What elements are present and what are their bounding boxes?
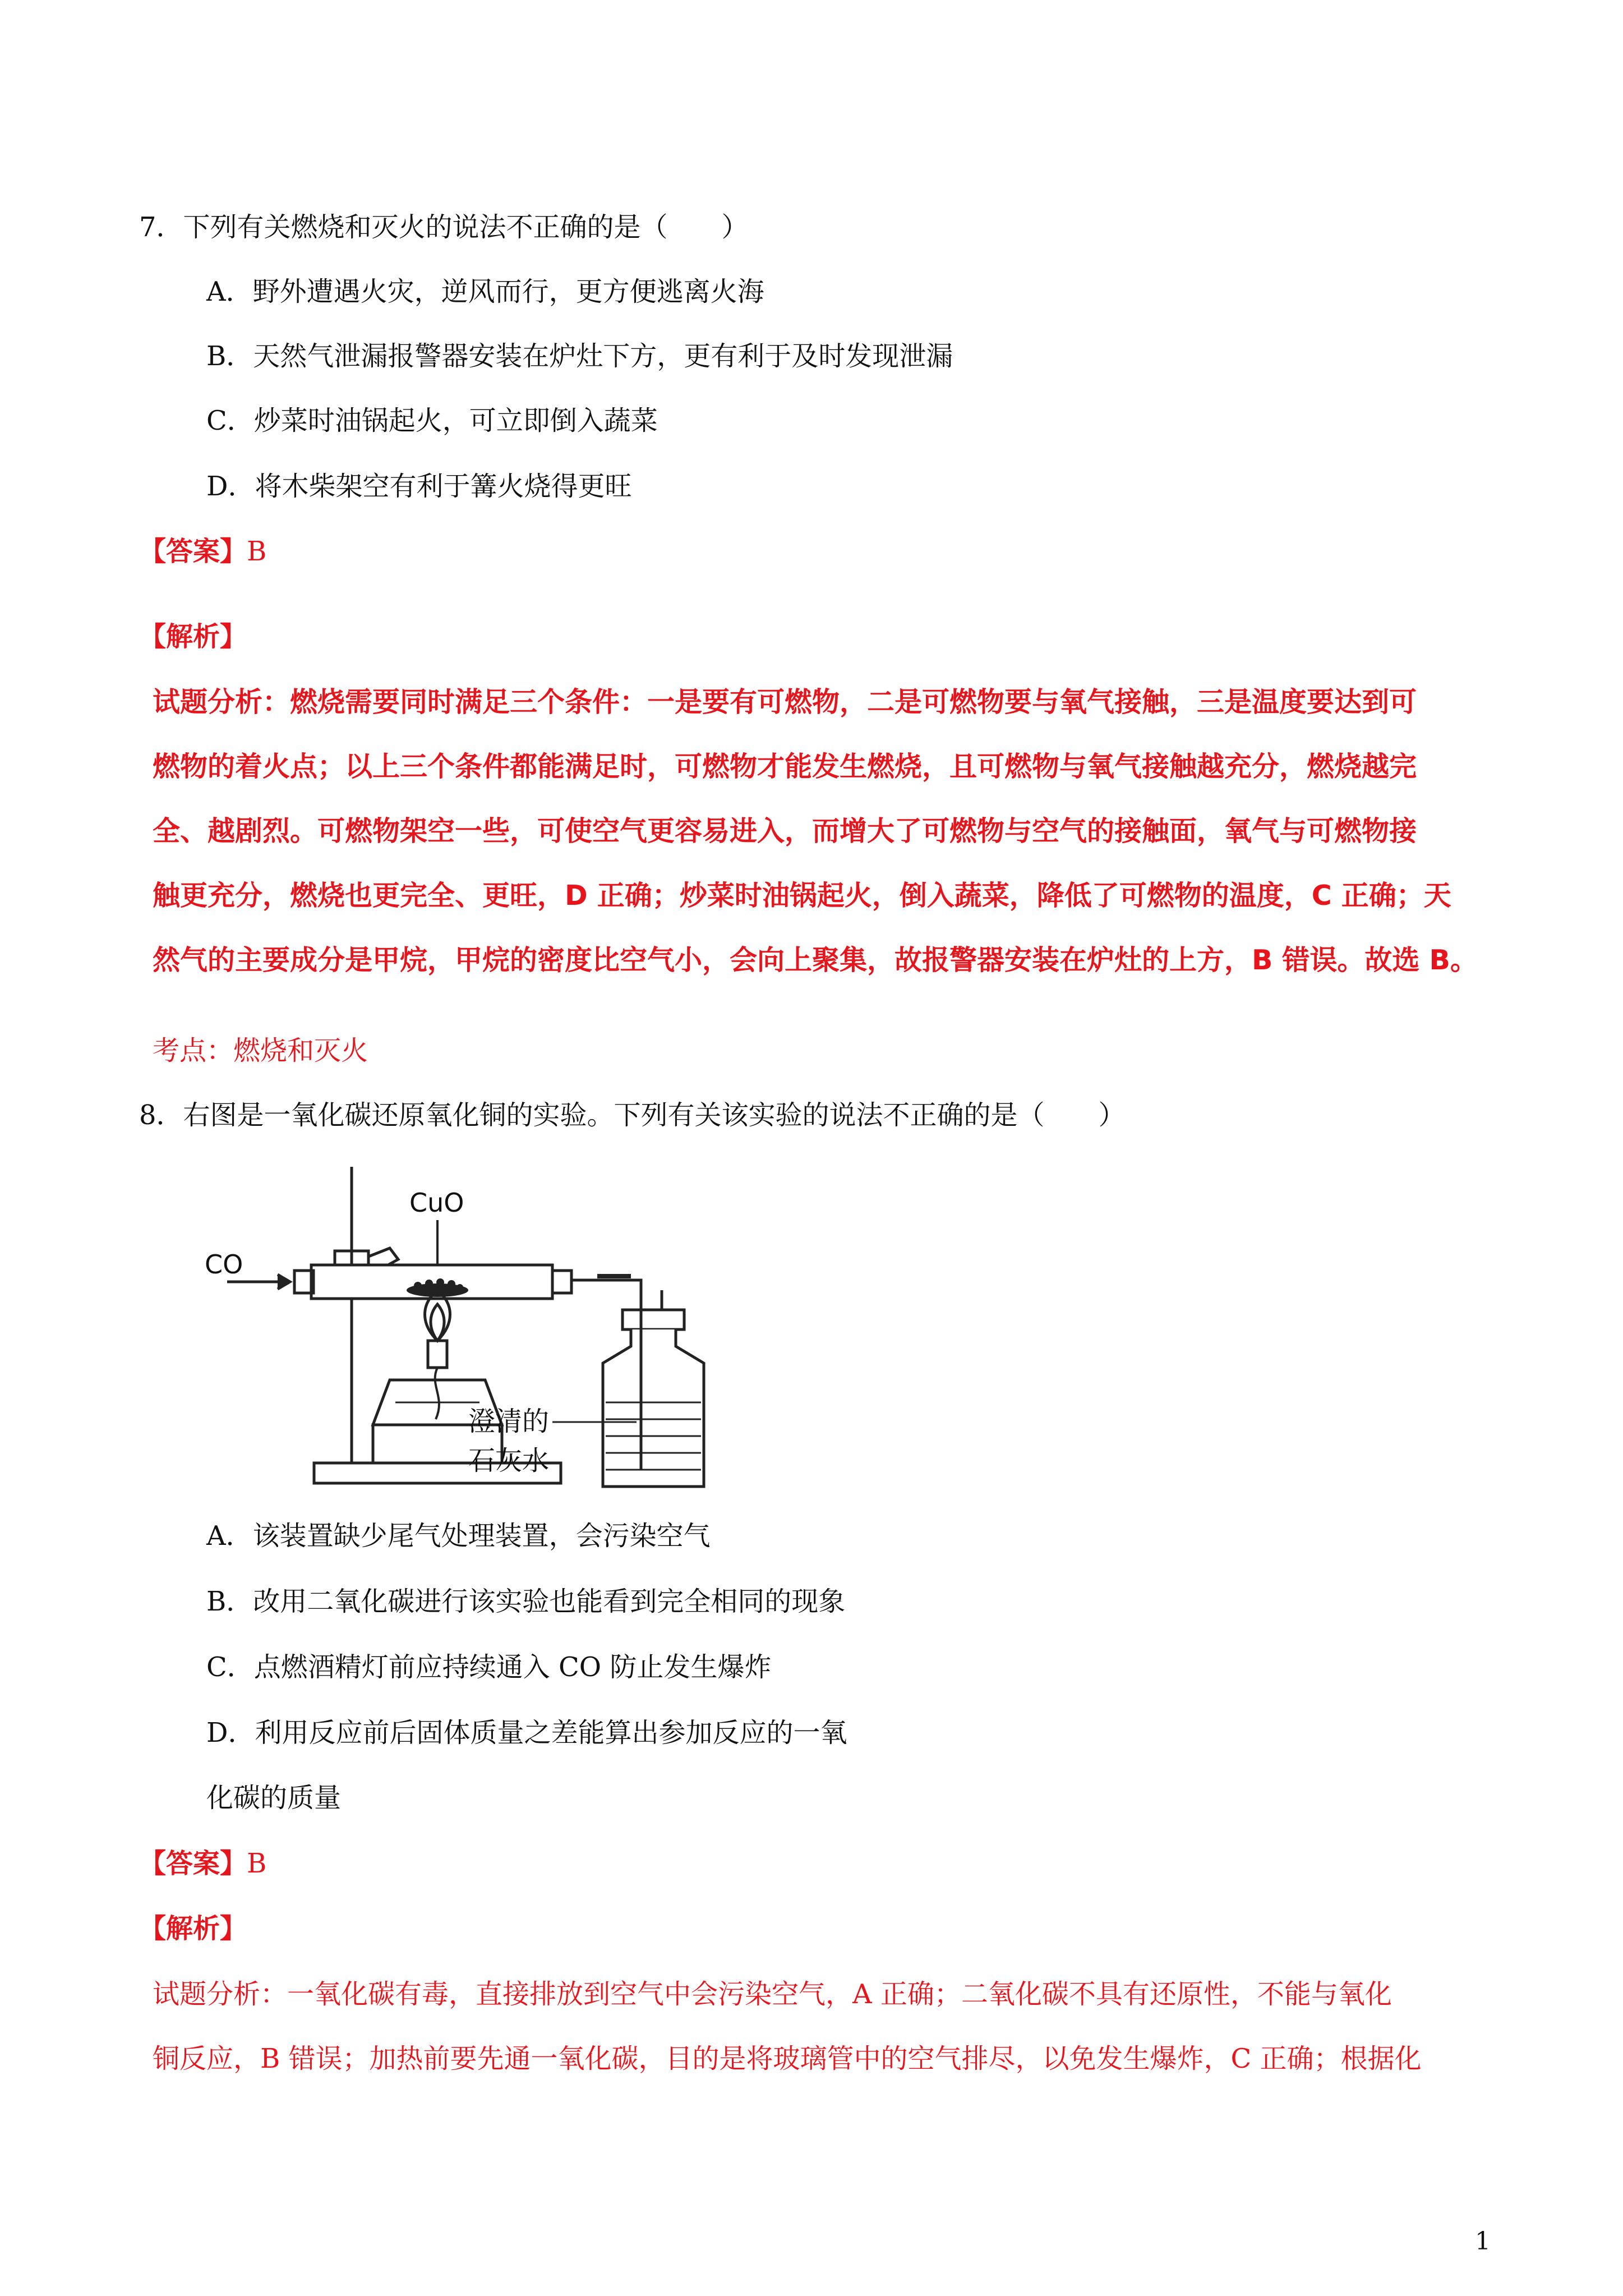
q8-option-d-continued: 化碳的质量 [206,1782,342,1814]
label-co: CO [205,1249,243,1280]
q8-answer-label: 【答案】 [139,1848,247,1879]
q8-option-d: D．利用反应前后固体质量之差能算出参加反应的一氧 [206,1717,847,1749]
q8-option-b: B．改用二氧化碳进行该实验也能看到完全相同的现象 [206,1586,846,1617]
q7-analysis-line-3: 全、越剧烈。可燃物架空一些，可使空气更容易进入，而增大了可燃物与空气的接触面，氧气与可燃物接 [153,815,1417,847]
inner-flame [431,1304,444,1341]
label-limewater-line1: 澄清的 [468,1406,550,1437]
tube-stopper-right [552,1271,571,1293]
q8-analysis-line-2: 铜反应，B 错误；加热前要先通一氧化碳，目的是将玻璃管中的空气排尽，以免发生爆炸，C 正确；根据化 [153,2043,1422,2074]
q8-analysis-label: 【解析】 [139,1913,247,1944]
q7-option-c: C．炒菜时油锅起火，可立即倒入蔬菜 [206,405,658,436]
label-limewater-line2: 石灰水 [468,1445,550,1476]
q8-stem: 8．右图是一氧化碳还原氧化铜的实验。下列有关该实验的说法不正确的是（ ） [139,1099,1126,1131]
q7-option-d: D．将木柴架空有利于篝火烧得更旺 [206,471,632,502]
bottle-stopper [623,1310,684,1329]
q7-answer-value: B [247,536,267,567]
q8-analysis-line-1: 试题分析：一氧化碳有毒，直接排放到空气中会污染空气，A 正确；二氧化碳不具有还原性，不能与氧化 [153,1978,1392,2010]
co-arrow-head [278,1274,290,1289]
q8-answer-value: B [247,1848,267,1879]
q7-analysis-line-5: 然气的主要成分是甲烷，甲烷的密度比空气小，会向上聚集，故报警器安装在炉灶的上方，B 错误。故选 B。 [153,944,1478,976]
gas-bottle [603,1329,704,1487]
q7-answer-label: 【答案】 [139,536,247,567]
lamp-wick-holder [428,1341,447,1368]
q7-option-a: A．野外遭遇火灾，逆风而行，更方便逃离火海 [206,276,764,307]
q7-stem: 7．下列有关燃烧和灭火的说法不正确的是（ ） [139,211,749,243]
label-cuo: CuO [409,1188,464,1218]
q7-option-b: B．天然气泄漏报警器安装在炉灶下方，更有利于及时发现泄漏 [206,341,953,372]
delivery-tube [571,1280,641,1318]
q7-kaodian: 考点：燃烧和灭火 [153,1035,368,1066]
q8-option-c: C．点燃酒精灯前应持续通入 CO 防止发生爆炸 [206,1651,772,1683]
page-number: 1 [1475,2227,1491,2256]
q7-answer [139,535,266,568]
q7-analysis-line-2: 燃物的着火点；以上三个条件都能满足时，可燃物才能发生燃烧，且可燃物与氧气接触越充分，燃烧越完 [153,751,1417,783]
q8-answer [139,1847,266,1880]
q7-analysis-line-4: 触更充分，燃烧也更完全、更旺，D 正确；炒菜时油锅起火，倒入蔬菜，降低了可燃物的温度，C 正确；天 [153,880,1451,912]
co-reduction-apparatus-figure [205,1156,726,1492]
q7-analysis-label: 【解析】 [139,621,247,652]
q7-analysis-line-1: 试题分析：燃烧需要同时满足三个条件：一是要有可燃物，二是可燃物要与氧气接触，三是温度要达到可 [153,686,1417,718]
q8-option-a: A．该装置缺少尾气处理装置，会污染空气 [206,1520,711,1552]
